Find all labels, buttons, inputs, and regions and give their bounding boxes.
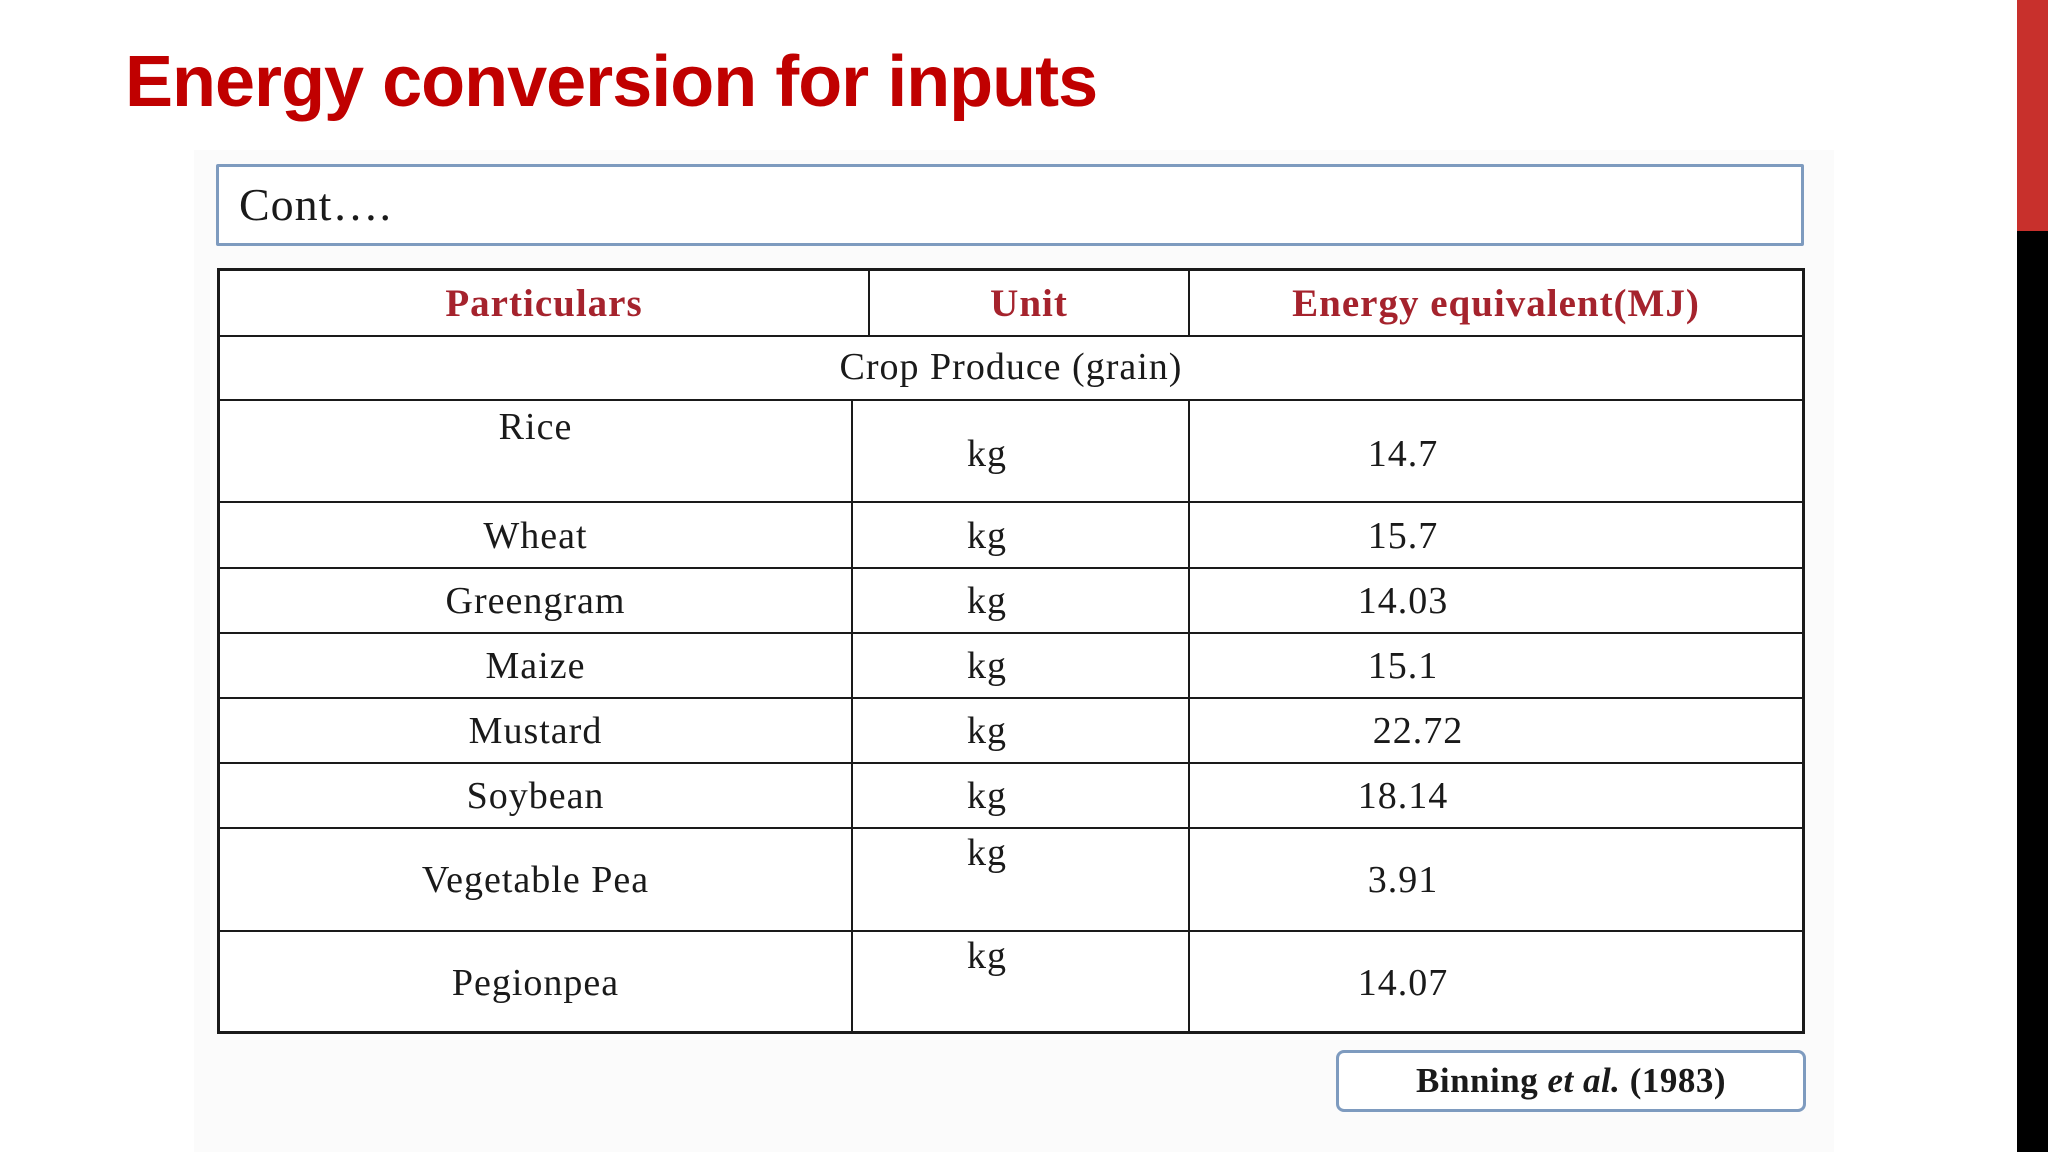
- table-cell-particular: Pegionpea: [451, 962, 620, 1004]
- table-cell-particular: Wheat: [483, 515, 588, 557]
- table-cell-particular: Mustard: [468, 710, 603, 752]
- energy-table: [217, 268, 1805, 1034]
- table-cell-energy: 22.72: [1372, 710, 1464, 752]
- table-cell-unit: kg: [967, 645, 1007, 687]
- table-rule: [220, 501, 1802, 503]
- table-cell-unit: kg: [967, 580, 1007, 622]
- table-cell-unit: kg: [967, 710, 1007, 752]
- citation-box: [1336, 1050, 1806, 1112]
- table-cell-particular: Soybean: [466, 775, 605, 817]
- table-rule: [220, 827, 1802, 829]
- table-cell-unit: kg: [967, 433, 1007, 475]
- table-rule: [220, 399, 1802, 401]
- cont-label: Cont….: [239, 179, 392, 230]
- table-cell-energy: 15.7: [1367, 515, 1439, 557]
- table-cell-particular: Maize: [485, 645, 586, 687]
- table-cell-particular: Greengram: [445, 580, 626, 622]
- table-cell-energy: 18.14: [1357, 775, 1449, 817]
- table-rule: [220, 930, 1802, 932]
- column-header-particulars: Particulars: [445, 282, 643, 325]
- table-rule: [1188, 399, 1190, 1034]
- table-cell-energy: 14.7: [1367, 433, 1439, 475]
- section-label: Crop Produce (grain): [839, 346, 1183, 388]
- citation-author: Binning: [1416, 1061, 1539, 1100]
- table-rule: [220, 632, 1802, 634]
- table-cell-energy: 14.07: [1357, 962, 1449, 1004]
- table-cell-unit: kg: [967, 515, 1007, 557]
- accent-bar-dark: [2017, 231, 2048, 1152]
- table-cell-particular: Rice: [498, 406, 573, 448]
- table-cell-energy: 15.1: [1367, 645, 1439, 687]
- table-rule: [220, 335, 1802, 337]
- accent-bar-red: [2017, 0, 2048, 231]
- table-cell-unit: kg: [967, 775, 1007, 817]
- cont-label-box: [216, 164, 1804, 246]
- table-rule: [220, 697, 1802, 699]
- citation-year: (1983): [1629, 1061, 1726, 1100]
- table-cell-unit: kg: [967, 935, 1007, 977]
- slide-title: Energy conversion for inputs: [125, 42, 1098, 122]
- table-cell-unit: kg: [967, 832, 1007, 874]
- table-rule: [220, 762, 1802, 764]
- table-cell-energy: 14.03: [1357, 580, 1449, 622]
- citation-etal: et al.: [1547, 1061, 1621, 1100]
- table-rule: [220, 567, 1802, 569]
- table-cell-energy: 3.91: [1367, 859, 1439, 901]
- column-header-energy: Energy equivalent(MJ): [1292, 282, 1700, 325]
- column-header-unit: Unit: [990, 282, 1068, 325]
- table-cell-particular: Vegetable Pea: [421, 859, 650, 901]
